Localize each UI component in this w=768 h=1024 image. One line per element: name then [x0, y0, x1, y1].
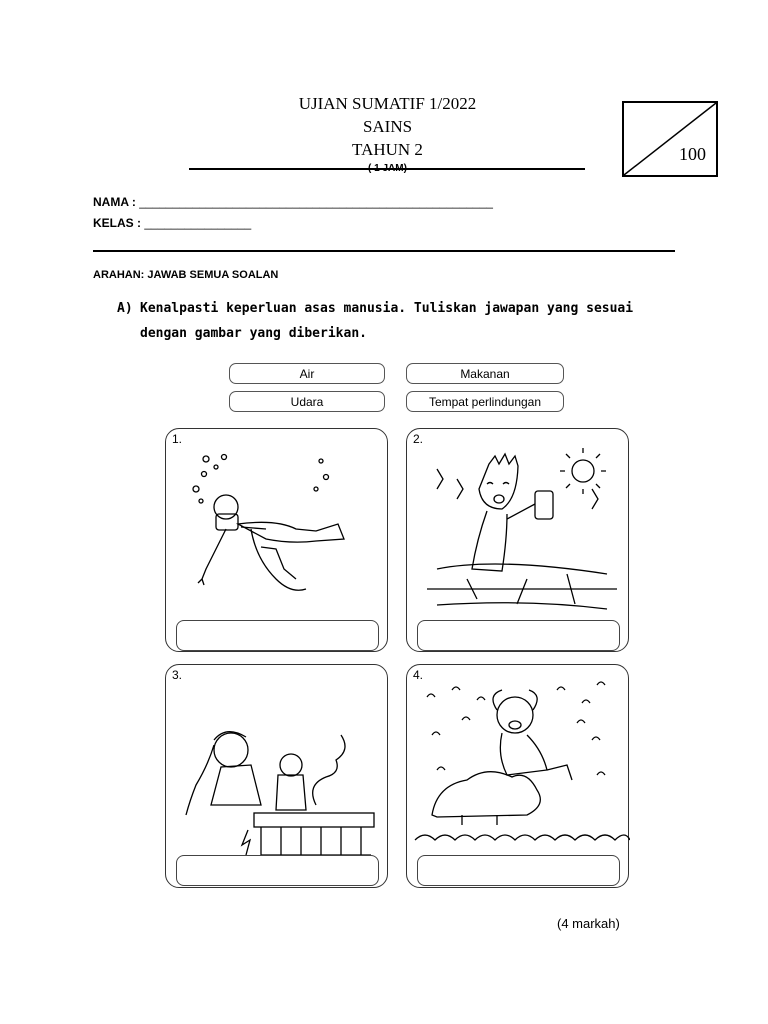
question-text-line1: Kenalpasti keperluan asas manusia. Tuliskan jawapan yang sesuai	[140, 301, 634, 316]
question-text-line2: dengan gambar yang diberikan.	[140, 326, 367, 341]
answer-box-3[interactable]	[176, 855, 379, 886]
panel-number-4: 4.	[413, 668, 424, 682]
panel-number-3: 3.	[172, 668, 183, 682]
instructions: ARAHAN: JAWAB SEMUA SOALAN	[93, 269, 279, 281]
answer-box-4[interactable]	[417, 855, 620, 886]
year-title: TAHUN 2	[352, 140, 423, 159]
picture-panel-4	[406, 664, 629, 888]
option-udara: Udara	[229, 391, 385, 412]
panel-number-2: 2.	[413, 432, 424, 446]
nama-line[interactable]: _____________________________________________________	[139, 195, 493, 209]
total-score: 100	[679, 144, 706, 164]
option-air: Air	[229, 363, 385, 384]
kelas-label: KELAS :	[93, 216, 141, 230]
score-box	[622, 101, 718, 177]
picture-panel-1	[165, 428, 388, 652]
option-tempat-perlindungan: Tempat perlindungan	[406, 391, 564, 412]
nama-field	[93, 195, 493, 209]
duration-label: ( 1 JAM)	[368, 163, 407, 174]
option-makanan: Makanan	[406, 363, 564, 384]
panel-number-1: 1.	[172, 432, 183, 446]
subject-title: SAINS	[362, 117, 413, 136]
picture-panel-3	[165, 664, 388, 888]
exam-title: UJIAN SUMATIF 1/2022	[298, 94, 477, 113]
answer-box-1[interactable]	[176, 620, 379, 651]
kelas-field	[93, 216, 251, 230]
nama-label: NAMA :	[93, 195, 136, 209]
question-label: A)	[117, 301, 133, 316]
kelas-line[interactable]: ________________	[144, 216, 252, 230]
marks-label: (4 markah)	[557, 916, 620, 931]
section-divider	[93, 250, 675, 252]
answer-box-2[interactable]	[417, 620, 620, 651]
picture-panel-2	[406, 428, 629, 652]
